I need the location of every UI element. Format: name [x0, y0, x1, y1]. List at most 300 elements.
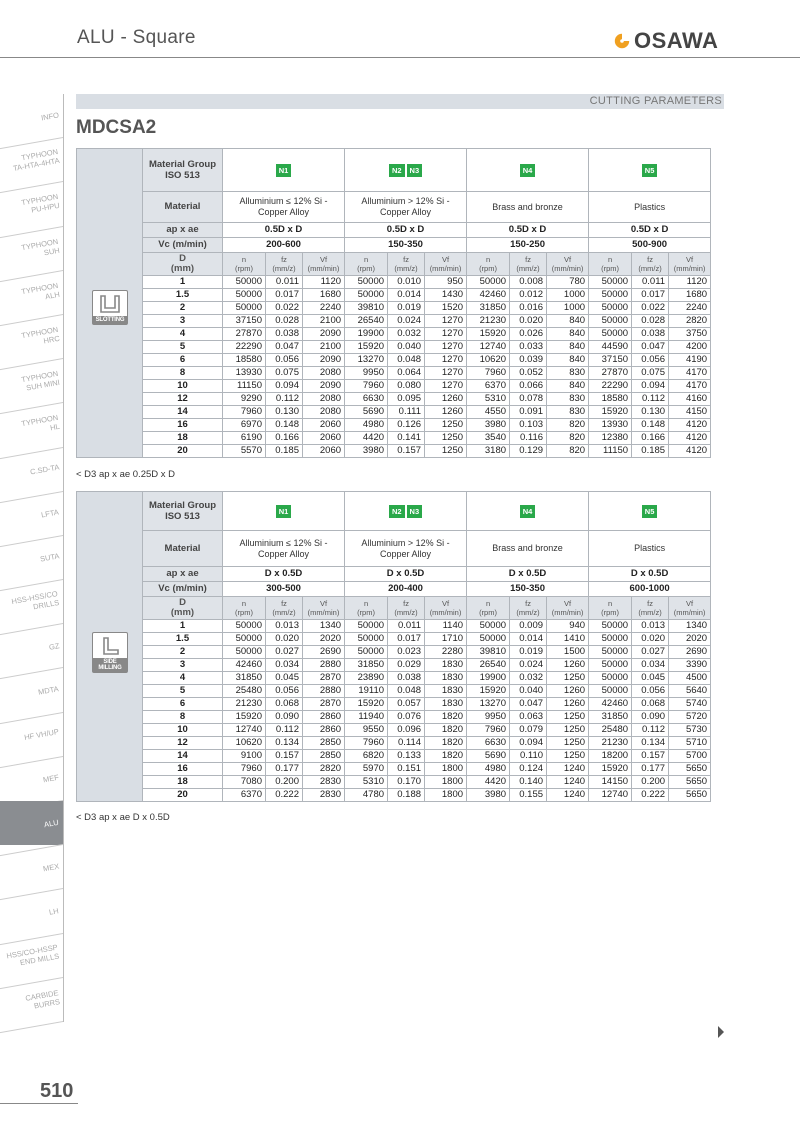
parameter-value: 0.056 [632, 354, 669, 367]
ap-ae-value: 0.5D x D [467, 223, 589, 238]
column-header-text: n [241, 599, 247, 608]
parameter-value: 42460 [467, 289, 510, 302]
parameter-value: 0.157 [388, 445, 425, 458]
parameter-value: 0.034 [632, 659, 669, 672]
material-name: Alluminium > 12% Si - Copper Alloy [345, 192, 467, 223]
parameter-value: 0.155 [510, 789, 547, 802]
parameter-value: 27870 [589, 367, 632, 380]
parameter-value: 11940 [345, 711, 388, 724]
sidebar-tab[interactable] [0, 624, 64, 668]
parameter-value: 0.027 [632, 646, 669, 659]
parameter-value: 2240 [303, 302, 345, 315]
parameter-value: 5650 [669, 776, 711, 789]
parameter-value: 50000 [223, 302, 266, 315]
product-code: MDCSA2 [76, 117, 157, 138]
ap-ae-value: D x 0.5D [589, 567, 711, 582]
parameter-value: 0.020 [510, 315, 547, 328]
parameter-value: 1240 [547, 763, 589, 776]
diameter-value: 5 [143, 341, 223, 354]
parameter-value: 0.080 [388, 380, 425, 393]
column-header-text: (rpm) [357, 608, 375, 617]
parameter-value: 3980 [467, 789, 510, 802]
diameter-value: 3 [143, 659, 223, 672]
parameter-value: 0.112 [632, 724, 669, 737]
section-label: CUTTING PARAMETERS [589, 95, 722, 107]
material-label: Material [143, 531, 223, 567]
parameter-value: 0.094 [510, 737, 547, 750]
parameter-value: 2080 [303, 393, 345, 406]
diameter-value: 3 [143, 315, 223, 328]
sidebar-tab[interactable] [0, 668, 64, 712]
parameter-value: 6630 [345, 393, 388, 406]
parameter-value: 50000 [223, 276, 266, 289]
parameter-value: 0.133 [388, 750, 425, 763]
sidebar-tab-label: LFTA [40, 507, 60, 520]
column-header-text: (mm/min) [307, 608, 340, 617]
parameter-value: 12740 [223, 724, 266, 737]
next-page-arrow-icon[interactable] [718, 1026, 724, 1038]
vc-label: Vc (m/min) [143, 582, 223, 597]
parameter-value: 820 [547, 419, 589, 432]
parameter-value: 1820 [425, 750, 467, 763]
parameter-value: 3180 [467, 445, 510, 458]
parameter-value: 2100 [303, 341, 345, 354]
sidebar-tab[interactable] [0, 227, 64, 271]
column-header-text: fz [403, 599, 409, 608]
parameter-value: 0.022 [632, 302, 669, 315]
parameter-value: 1250 [425, 432, 467, 445]
parameter-value: 0.126 [388, 419, 425, 432]
sidebar-tab-label: TYPHOON HRC [20, 324, 61, 346]
parameter-value: 6370 [223, 789, 266, 802]
table-row [143, 315, 711, 328]
table-row [143, 724, 711, 737]
parameter-value: 1270 [425, 354, 467, 367]
diameter-header-text: D [179, 597, 186, 608]
parameter-value: 0.129 [510, 445, 547, 458]
parameter-value: 1830 [425, 685, 467, 698]
parameter-value: 39810 [345, 302, 388, 315]
vc-label: Vc (m/min) [143, 238, 223, 253]
parameter-value: 0.112 [266, 724, 303, 737]
iso-group-badge: N1 [276, 505, 292, 518]
parameter-value: 0.022 [266, 302, 303, 315]
parameter-value: 15920 [467, 685, 510, 698]
parameter-value: 0.052 [510, 367, 547, 380]
table-row [143, 750, 711, 763]
parameter-value: 0.017 [388, 633, 425, 646]
header-divider [0, 57, 800, 58]
parameter-value: 5740 [669, 698, 711, 711]
side-milling-operation-badge [92, 632, 128, 673]
parameter-value: 0.177 [266, 763, 303, 776]
sidebar-tab[interactable] [0, 138, 64, 182]
parameter-value: 830 [547, 367, 589, 380]
parameter-value: 1000 [547, 289, 589, 302]
parameter-value: 0.026 [510, 328, 547, 341]
parameter-value: 1270 [425, 328, 467, 341]
parameter-value: 50000 [223, 620, 266, 633]
brand-logo [613, 28, 718, 54]
diameter-value: 1 [143, 276, 223, 289]
column-header-text: fz [281, 599, 287, 608]
column-header-text: (rpm) [479, 608, 497, 617]
sidebar-tab[interactable] [0, 315, 64, 359]
column-header-text: n [485, 599, 491, 608]
sidebar-tab[interactable] [0, 271, 64, 315]
parameter-value: 31850 [467, 302, 510, 315]
parameter-value: 2850 [303, 737, 345, 750]
parameter-value: 1250 [547, 724, 589, 737]
parameter-value: 0.157 [266, 750, 303, 763]
parameter-value: 37150 [589, 354, 632, 367]
column-header-text: (mm/min) [673, 264, 706, 273]
parameter-value: 1520 [425, 302, 467, 315]
diameter-value: 8 [143, 367, 223, 380]
vc-value: 500-900 [589, 238, 711, 253]
parameter-value: 1250 [425, 419, 467, 432]
sidebar-tab[interactable] [0, 801, 64, 845]
parameter-value: 0.020 [632, 633, 669, 646]
parameter-value: 9950 [467, 711, 510, 724]
column-header [345, 597, 388, 620]
parameter-value: 0.017 [266, 289, 303, 302]
footer-divider [0, 1103, 78, 1104]
parameter-value: 820 [547, 432, 589, 445]
parameter-value: 2090 [303, 380, 345, 393]
parameter-value: 2820 [303, 763, 345, 776]
sidebar-tab-label: C.SD-TA [28, 462, 60, 477]
parameter-value: 0.011 [632, 276, 669, 289]
parameter-value: 950 [425, 276, 467, 289]
parameter-value: 50000 [223, 289, 266, 302]
parameter-value: 6820 [345, 750, 388, 763]
parameter-value: 1140 [425, 620, 467, 633]
parameter-value: 0.056 [632, 685, 669, 698]
table-row [143, 419, 711, 432]
parameter-value: 2860 [303, 724, 345, 737]
column-header [266, 597, 303, 620]
parameter-value: 26540 [345, 315, 388, 328]
parameter-value: 2870 [303, 698, 345, 711]
column-header-text: fz [647, 255, 653, 264]
diameter-value: 18 [143, 776, 223, 789]
parameter-value: 940 [547, 620, 589, 633]
parameter-value: 31850 [345, 659, 388, 672]
parameter-value: 18580 [223, 354, 266, 367]
parameter-value: 9550 [345, 724, 388, 737]
parameter-value: 0.013 [266, 620, 303, 633]
parameter-value: 0.045 [632, 672, 669, 685]
sidebar-tab[interactable] [0, 934, 64, 978]
ap-ae-label: ap x ae [143, 223, 223, 238]
parameter-value: 0.033 [510, 341, 547, 354]
iso-group-badge: N2 [389, 164, 405, 177]
column-header [669, 253, 711, 276]
parameter-value: 0.057 [388, 698, 425, 711]
diameter-value: 4 [143, 328, 223, 341]
diameter-value: 5 [143, 685, 223, 698]
parameter-value: 50000 [345, 633, 388, 646]
material-name: Alluminium ≤ 12% Si - Copper Alloy [223, 531, 345, 567]
column-header [223, 597, 266, 620]
table-row [143, 276, 711, 289]
parameter-value: 0.222 [266, 789, 303, 802]
parameter-value: 23890 [345, 672, 388, 685]
parameter-value: 50000 [223, 646, 266, 659]
slotting-icon [98, 294, 122, 314]
parameter-value: 50000 [589, 685, 632, 698]
parameter-value: 12740 [589, 789, 632, 802]
parameter-value: 0.014 [510, 633, 547, 646]
parameter-value: 0.075 [266, 367, 303, 380]
parameter-value: 0.029 [388, 659, 425, 672]
parameter-value: 0.076 [388, 711, 425, 724]
parameter-value: 0.032 [510, 672, 547, 685]
diameter-value: 1.5 [143, 289, 223, 302]
parameter-value: 21230 [467, 315, 510, 328]
parameter-value: 2020 [303, 633, 345, 646]
material-group-cell [589, 149, 711, 192]
column-header [632, 253, 669, 276]
parameter-value: 1260 [547, 659, 589, 672]
side-milling-side-panel [76, 491, 142, 802]
parameter-value: 2830 [303, 776, 345, 789]
parameter-value: 5690 [467, 750, 510, 763]
parameter-value: 0.091 [510, 406, 547, 419]
parameter-value: 0.185 [266, 445, 303, 458]
parameter-value: 25480 [223, 685, 266, 698]
parameter-value: 0.023 [388, 646, 425, 659]
column-header-text: fz [525, 599, 531, 608]
parameter-value: 50000 [589, 646, 632, 659]
parameter-value: 50000 [467, 276, 510, 289]
parameter-value: 50000 [589, 659, 632, 672]
parameter-value: 4420 [345, 432, 388, 445]
vc-value: 200-400 [345, 582, 467, 597]
column-header-text: (mm/min) [429, 608, 462, 617]
sidebar-tab[interactable] [0, 359, 64, 403]
iso-group-badge: N2 [389, 505, 405, 518]
side-milling-note: < D3 ap x ae D x 0.5D [76, 812, 170, 823]
column-header-text: Vf [319, 255, 328, 264]
column-header-text: n [241, 255, 247, 264]
sidebar-tab[interactable] [0, 845, 64, 889]
column-header-text: (rpm) [479, 264, 497, 273]
sidebar-tab[interactable] [0, 94, 64, 138]
parameter-value: 9100 [223, 750, 266, 763]
parameter-value: 50000 [589, 289, 632, 302]
ap-ae-value: D x 0.5D [467, 567, 589, 582]
column-header-text: (mm/z) [272, 608, 296, 617]
parameter-value: 21230 [589, 737, 632, 750]
parameter-value: 1830 [425, 672, 467, 685]
sidebar-tab-label: GZ [47, 641, 60, 652]
material-name: Brass and bronze [467, 531, 589, 567]
parameter-value: 1240 [547, 789, 589, 802]
parameter-value: 2880 [303, 659, 345, 672]
parameter-value: 7960 [467, 724, 510, 737]
table-row [143, 633, 711, 646]
table-row [143, 289, 711, 302]
column-header [388, 597, 425, 620]
diameter-header [143, 253, 223, 276]
material-name: Plastics [589, 192, 711, 223]
parameter-value: 2100 [303, 315, 345, 328]
parameter-value: 50000 [345, 289, 388, 302]
parameter-value: 1260 [547, 698, 589, 711]
parameter-value: 0.010 [388, 276, 425, 289]
parameter-value: 1340 [303, 620, 345, 633]
parameter-value: 1260 [425, 393, 467, 406]
diameter-value: 6 [143, 354, 223, 367]
sidebar-tab-label: ALU [43, 817, 60, 829]
table-row [143, 672, 711, 685]
parameter-value: 2060 [303, 432, 345, 445]
side-milling-label: SIDE MILLING [93, 658, 127, 672]
column-header-text: (rpm) [235, 264, 253, 273]
parameter-value: 0.032 [388, 328, 425, 341]
parameter-value: 5570 [223, 445, 266, 458]
column-header [223, 253, 266, 276]
column-header-text: (mm/min) [551, 608, 584, 617]
parameter-value: 26540 [467, 659, 510, 672]
parameter-value: 4120 [669, 445, 711, 458]
sidebar-tab[interactable] [0, 889, 64, 933]
vc-value: 300-500 [223, 582, 345, 597]
parameter-value: 5650 [669, 789, 711, 802]
slotting-label: SLOTTING [93, 316, 127, 324]
sidebar-tab[interactable] [0, 580, 64, 624]
sidebar-tab[interactable] [0, 536, 64, 580]
slotting-operation-badge [92, 290, 128, 325]
parameter-value: 0.019 [510, 646, 547, 659]
parameter-value: 0.066 [510, 380, 547, 393]
parameter-value: 840 [547, 380, 589, 393]
column-header-text: Vf [564, 255, 572, 264]
parameter-value: 1250 [547, 672, 589, 685]
ap-ae-label: ap x ae [143, 567, 223, 582]
material-group-cell [345, 492, 467, 531]
sidebar-tab[interactable] [0, 492, 64, 536]
sidebar-tab-label: TYPHOON PU-HPU [20, 192, 61, 216]
section-band [76, 94, 724, 109]
parameter-value: 0.038 [632, 328, 669, 341]
sidebar-tab[interactable] [0, 713, 64, 757]
parameter-value: 0.027 [266, 646, 303, 659]
parameter-value: 0.047 [266, 341, 303, 354]
parameter-value: 0.068 [266, 698, 303, 711]
parameter-value: 0.130 [632, 406, 669, 419]
parameter-value: 50000 [223, 633, 266, 646]
parameter-value: 0.048 [388, 354, 425, 367]
parameter-value: 50000 [589, 672, 632, 685]
parameter-value: 2240 [669, 302, 711, 315]
column-header [510, 597, 547, 620]
parameter-value: 44590 [589, 341, 632, 354]
parameter-value: 1800 [425, 789, 467, 802]
side-milling-icon [98, 636, 122, 656]
material-group-cell [589, 492, 711, 531]
side-milling-table-block [76, 491, 724, 802]
parameter-value: 0.112 [266, 393, 303, 406]
parameter-value: 0.079 [510, 724, 547, 737]
sidebar-tab-label: INFO [40, 110, 60, 123]
parameter-value: 0.095 [388, 393, 425, 406]
vc-value: 150-250 [467, 238, 589, 253]
parameter-value: 2850 [303, 750, 345, 763]
sidebar-tab[interactable] [0, 403, 64, 447]
sidebar-tab-label: MDTA [37, 684, 60, 697]
column-header-text: (mm/z) [394, 608, 418, 617]
parameter-value: 0.148 [266, 419, 303, 432]
sidebar-tab-label: TYPHOON TA-HTA-4HTA [12, 147, 61, 174]
column-header-text: n [363, 599, 369, 608]
parameter-value: 1820 [425, 724, 467, 737]
parameter-value: 840 [547, 328, 589, 341]
sidebar-tab[interactable] [0, 182, 64, 226]
parameter-value: 15920 [589, 763, 632, 776]
parameter-value: 0.110 [510, 750, 547, 763]
parameter-value: 1000 [547, 302, 589, 315]
column-header [589, 253, 632, 276]
parameter-value: 0.028 [632, 315, 669, 328]
column-header [510, 253, 547, 276]
parameter-value: 0.112 [632, 393, 669, 406]
ap-ae-value: D x 0.5D [223, 567, 345, 582]
sidebar-tab-label: TYPHOON SUH MINI [20, 369, 61, 393]
parameter-value: 0.024 [510, 659, 547, 672]
parameter-value: 830 [547, 393, 589, 406]
parameter-value: 1710 [425, 633, 467, 646]
parameter-value: 1270 [425, 341, 467, 354]
parameter-value: 6970 [223, 419, 266, 432]
parameter-value: 0.016 [510, 302, 547, 315]
parameter-value: 0.011 [388, 620, 425, 633]
parameter-value: 50000 [345, 646, 388, 659]
column-header-text: Vf [686, 255, 694, 264]
parameter-value: 13270 [467, 698, 510, 711]
sidebar-tab[interactable] [0, 448, 64, 492]
iso-group-badge: N4 [520, 505, 536, 518]
parameter-value: 5700 [669, 750, 711, 763]
column-header [303, 253, 345, 276]
parameter-value: 0.045 [266, 672, 303, 685]
parameter-value: 1340 [669, 620, 711, 633]
parameter-value: 13930 [223, 367, 266, 380]
parameter-value: 0.047 [632, 341, 669, 354]
iso-group-badge: N4 [520, 164, 536, 177]
column-header-text: (mm/min) [673, 608, 706, 617]
parameter-value: 1270 [425, 367, 467, 380]
parameter-value: 0.166 [266, 432, 303, 445]
material-group-cell [467, 492, 589, 531]
sidebar-tab-label: TYPHOON HL [20, 413, 61, 433]
parameter-value: 0.157 [632, 750, 669, 763]
parameter-value: 0.090 [632, 711, 669, 724]
parameter-value: 2820 [669, 315, 711, 328]
parameter-value: 1250 [547, 737, 589, 750]
parameter-value: 2080 [303, 406, 345, 419]
sidebar-tab[interactable] [0, 757, 64, 801]
parameter-value: 15920 [345, 698, 388, 711]
diameter-value: 10 [143, 380, 223, 393]
table-row [143, 620, 711, 633]
column-header-text: n [607, 599, 613, 608]
parameter-value: 0.111 [388, 406, 425, 419]
sidebar-tab[interactable] [0, 978, 64, 1022]
vc-value: 600-1000 [589, 582, 711, 597]
